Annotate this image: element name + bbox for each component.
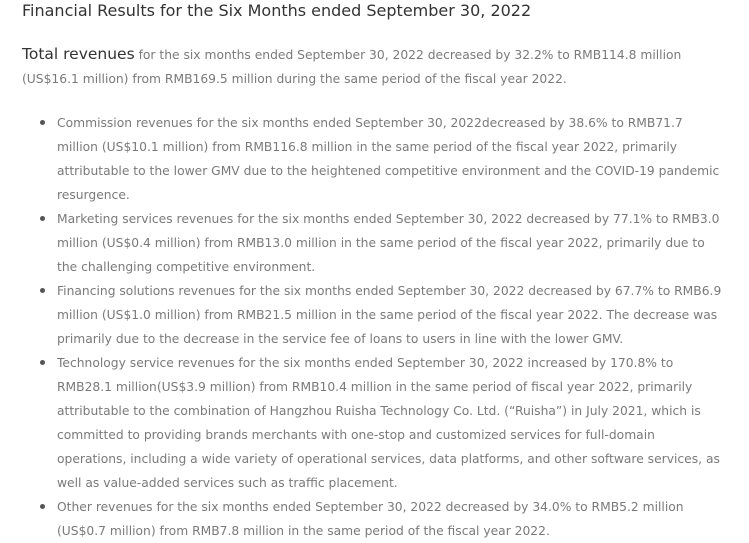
intro-lead: Total revenues [22,45,135,63]
list-item [40,351,725,495]
revenue-breakdown-list [40,111,725,543]
list-item-text: Financing solutions revenues for the six months ended September 30, 2022 decreased by 67.7% to RMB6.9 million (US$1.0 million) from RMB21.5 million in the same period of the fiscal year 2022. The decrease was primarily due to the decrease in the service fee of loans to users in line with the lower GMV. [57,284,722,346]
list-item [40,495,725,543]
bullet-icon [40,120,45,125]
bullet-icon [40,216,45,221]
list-item-text: Commission revenues for the six months ended September 30, 2022decreased by 38.6% to RMB71.7 million (US$10.1 million) from RMB116.8 million in the same period of the fiscal year 2022, primarily attributable to the lower GMV due to the heightened competitive environment and the COVID-19 pandemic resurgence. [57,116,720,202]
intro-text: for the six months ended September 30, 2022 decreased by 32.2% to RMB114.8 million (US$16.1 million) from RMB169.5 million during the same period of the fiscal year 2022. [22,48,682,86]
intro-paragraph [22,42,732,91]
bullet-icon [40,504,45,509]
list-item-text: Other revenues for the six months ended September 30, 2022 decreased by 34.0% to RMB5.2 million (US$0.7 million) from RMB7.8 million in the same period of the fiscal year 2022. [57,500,684,538]
bullet-icon [40,360,45,365]
list-item [40,207,725,279]
list-item [40,279,725,351]
list-item-text: Technology service revenues for the six months ended September 30, 2022 increased by 170.8% to RMB28.1 million(US$3.9 million) from RMB10.4 million in the same period of fiscal year 2022, primarily attributable to the combination of Hangzhou Ruisha Technology Co. Ltd. (“Ruisha”) in July 2021, which is committed to providing brands merchants with one-stop and customized services for full-domain operations, including a wide variety of operational services, data platforms, and other software services, as well as value-added services such as traffic placement. [57,356,720,490]
section-heading: Financial Results for the Six Months ended September 30, 2022 [22,1,532,20]
list-item-text: Marketing services revenues for the six months ended September 30, 2022 decreased by 77.1% to RMB3.0 million (US$0.4 million) from RMB13.0 million in the same period of the fiscal year 2022, primarily due to the challenging competitive environment. [57,212,720,274]
list-item [40,111,725,207]
bullet-icon [40,288,45,293]
